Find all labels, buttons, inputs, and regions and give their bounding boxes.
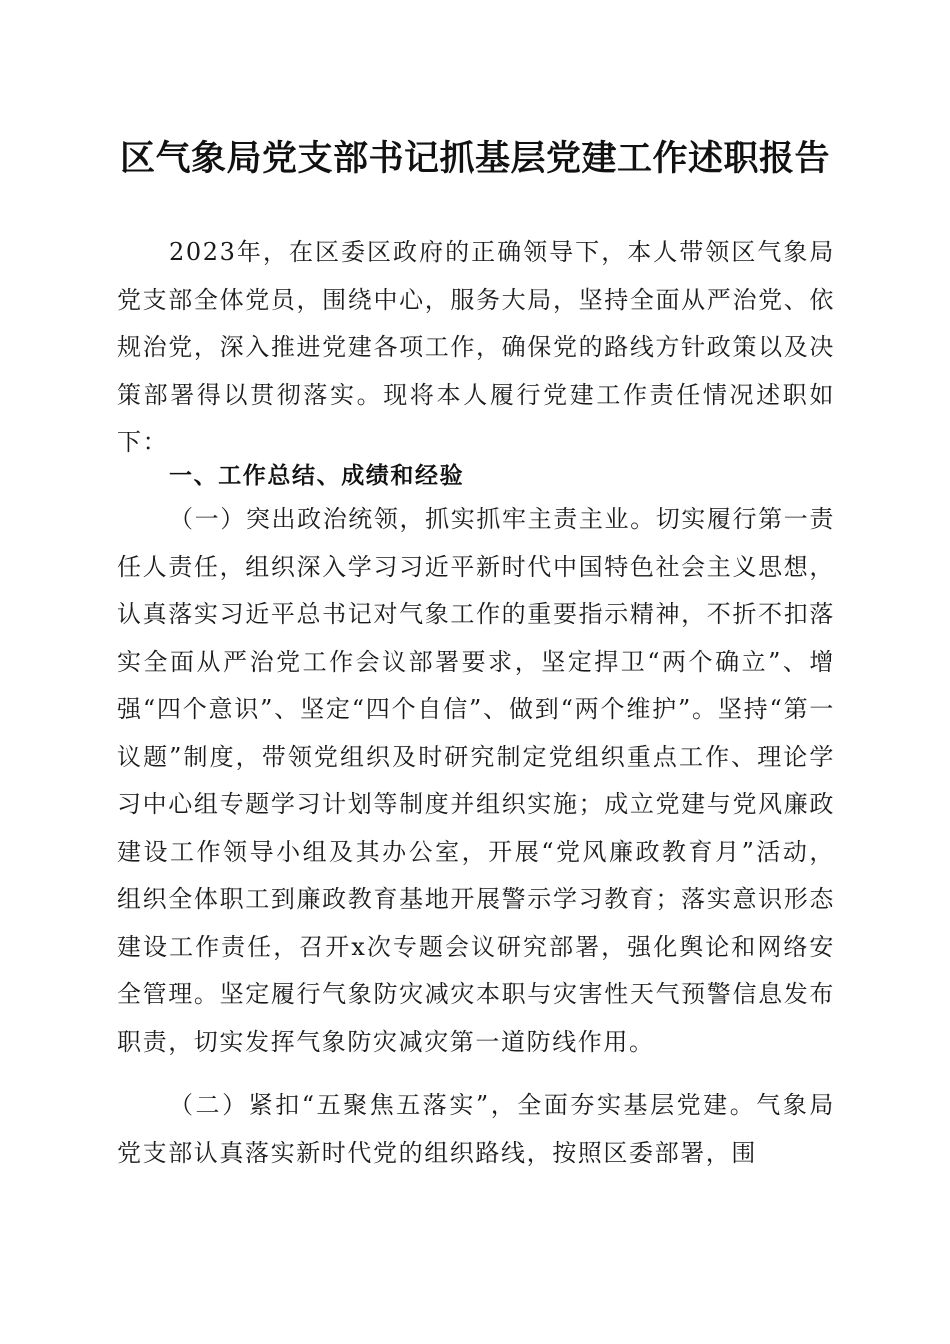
- paragraph-1: （一）突出政治统领，抓实抓牢主责主业。切实履行第一责任人责任，组织深入学习习近平新时代中国特色社会主义思想，认真落实习近平总书记对气象工作的重要指示精神，不折不扣落实全面从严治党工作会议部署要求，坚定捍卫“两个确立”、增强“四个意识”、坚定“四个自信”、做到“两个维护”。坚持“第一议题”制度，带领党组织及时研究制定党组织重点工作、理论学习中心组专题学习计划等制度并组织实施；成立党建与党风廉政建设工作领导小组及其办公室，开展“党风廉政教育月”活动，组织全体职工到廉政教育基地开展警示学习教育；落实意识形态建设工作责任，召开x次专题会议研究部署，强化舆论和网络安全管理。坚定履行气象防灾减灾本职与灾害性天气预警信息发布职责，切实发挥气象防灾减灾第一道防线作用。: [117, 505, 835, 1056]
- section-heading-1: 一、工作总结、成绩和经验: [169, 463, 465, 489]
- document-title: 区气象局党支部书记抓基层党建工作述职报告: [119, 138, 830, 179]
- paragraph-2: （二）紧扣“五聚焦五落实”，全面夯实基层党建。气象局党支部认真落实新时代党的组织路线，按照区委部署，围: [117, 1091, 835, 1167]
- intro-paragraph: 2023年，在区委区政府的正确领导下，本人带领区气象局党支部全体党员，围绕中心，服务大局，坚持全面从严治党、依规治党，深入推进党建各项工作，确保党的路线方针政策以及决策部署得以贯彻落实。现将本人履行党建工作责任情况述职如下：: [117, 238, 835, 456]
